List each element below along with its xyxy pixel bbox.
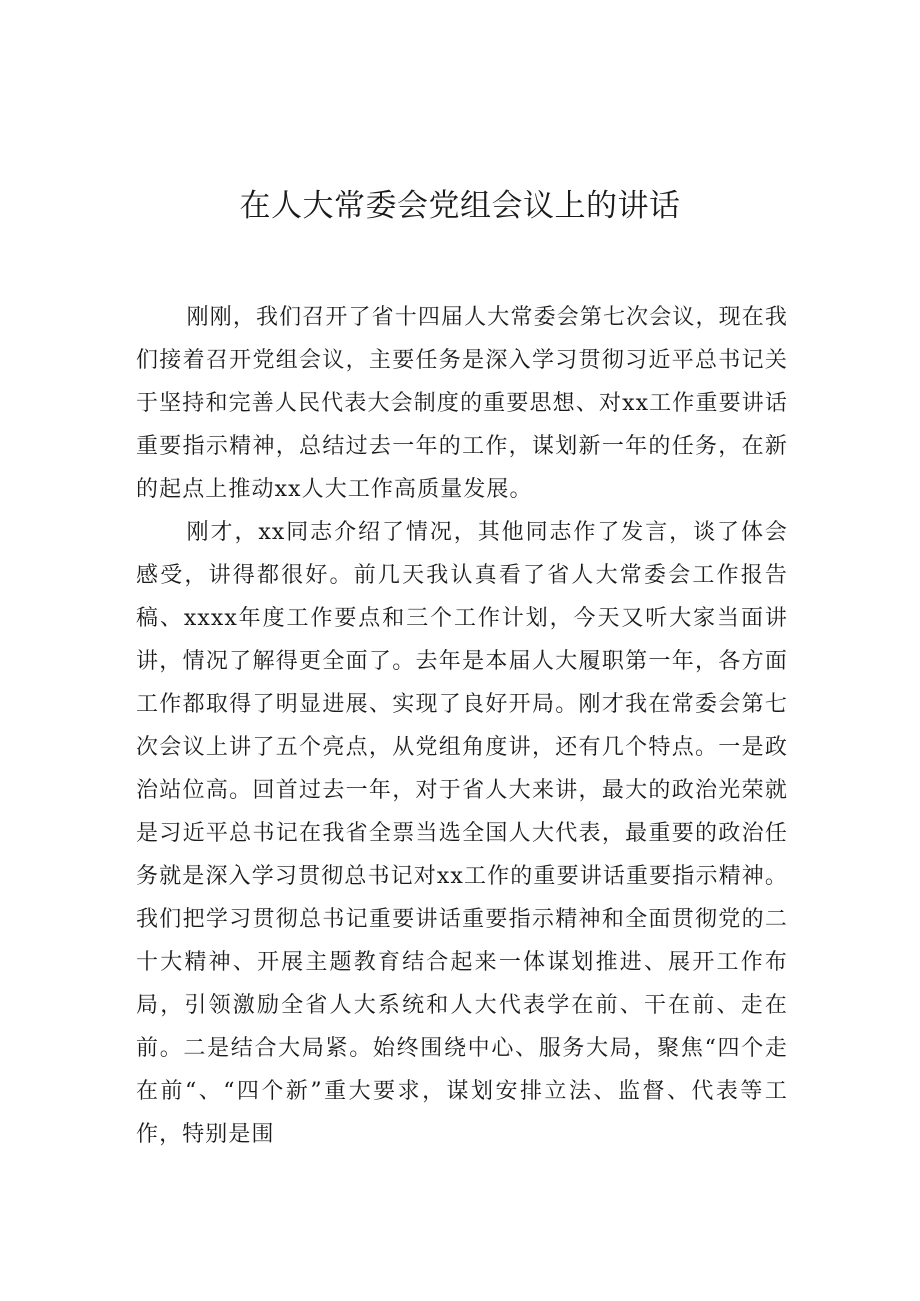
paragraph-2: 刚才，xx同志介绍了情况，其他同志作了发言，谈了体会感受，讲得都很好。前几天我认真看了省人大常委会工作报告稿、xxxx年度工作要点和三个工作计划，今天又听大家当面讲讲，情况了解得更全面了。去年是本届人大履职第一年，各方面工作都取得了明显进展、实现了良好开局。刚才我在常委会第七次会议上讲了五个亮点，从党组角度讲，还有几个特点。一是政治站位高。回首过去一年，对于省人大来讲，最大的政治光荣就是习近平总书记在我省全票当选全国人大代表，最重要的政治任务就是深入学习贯彻总书记对xx工作的重要讲话重要指示精神。我们把学习贯彻总书记重要讲话重要指示精神和全面贯彻党的二十大精神、开展主题教育结合起来一体谋划推进、展开工作布局，引领激励全省人大系统和人大代表学在前、干在前、走在前。二是结合大局紧。始终围绕中心、服务大局，聚焦“四个走在前“、“四个新”重大要求，谋划安排立法、监督、代表等工作，特别是围 xyxy=(136,520,788,1147)
document-body xyxy=(136,296,788,1156)
paragraph-1: 刚刚，我们召开了省十四届人大常委会第七次会议，现在我们接着召开党组会议，主要任务是深入学习贯彻习近平总书记关于坚持和完善人民代表大会制度的重要思想、对xx工作重要讲话重要指示精神，总结过去一年的工作，谋划新一年的任务，在新的起点上推动xx人大工作高质量发展。 xyxy=(136,305,788,502)
document-title: 在人大常委会党组会议上的讲话 xyxy=(239,188,681,224)
